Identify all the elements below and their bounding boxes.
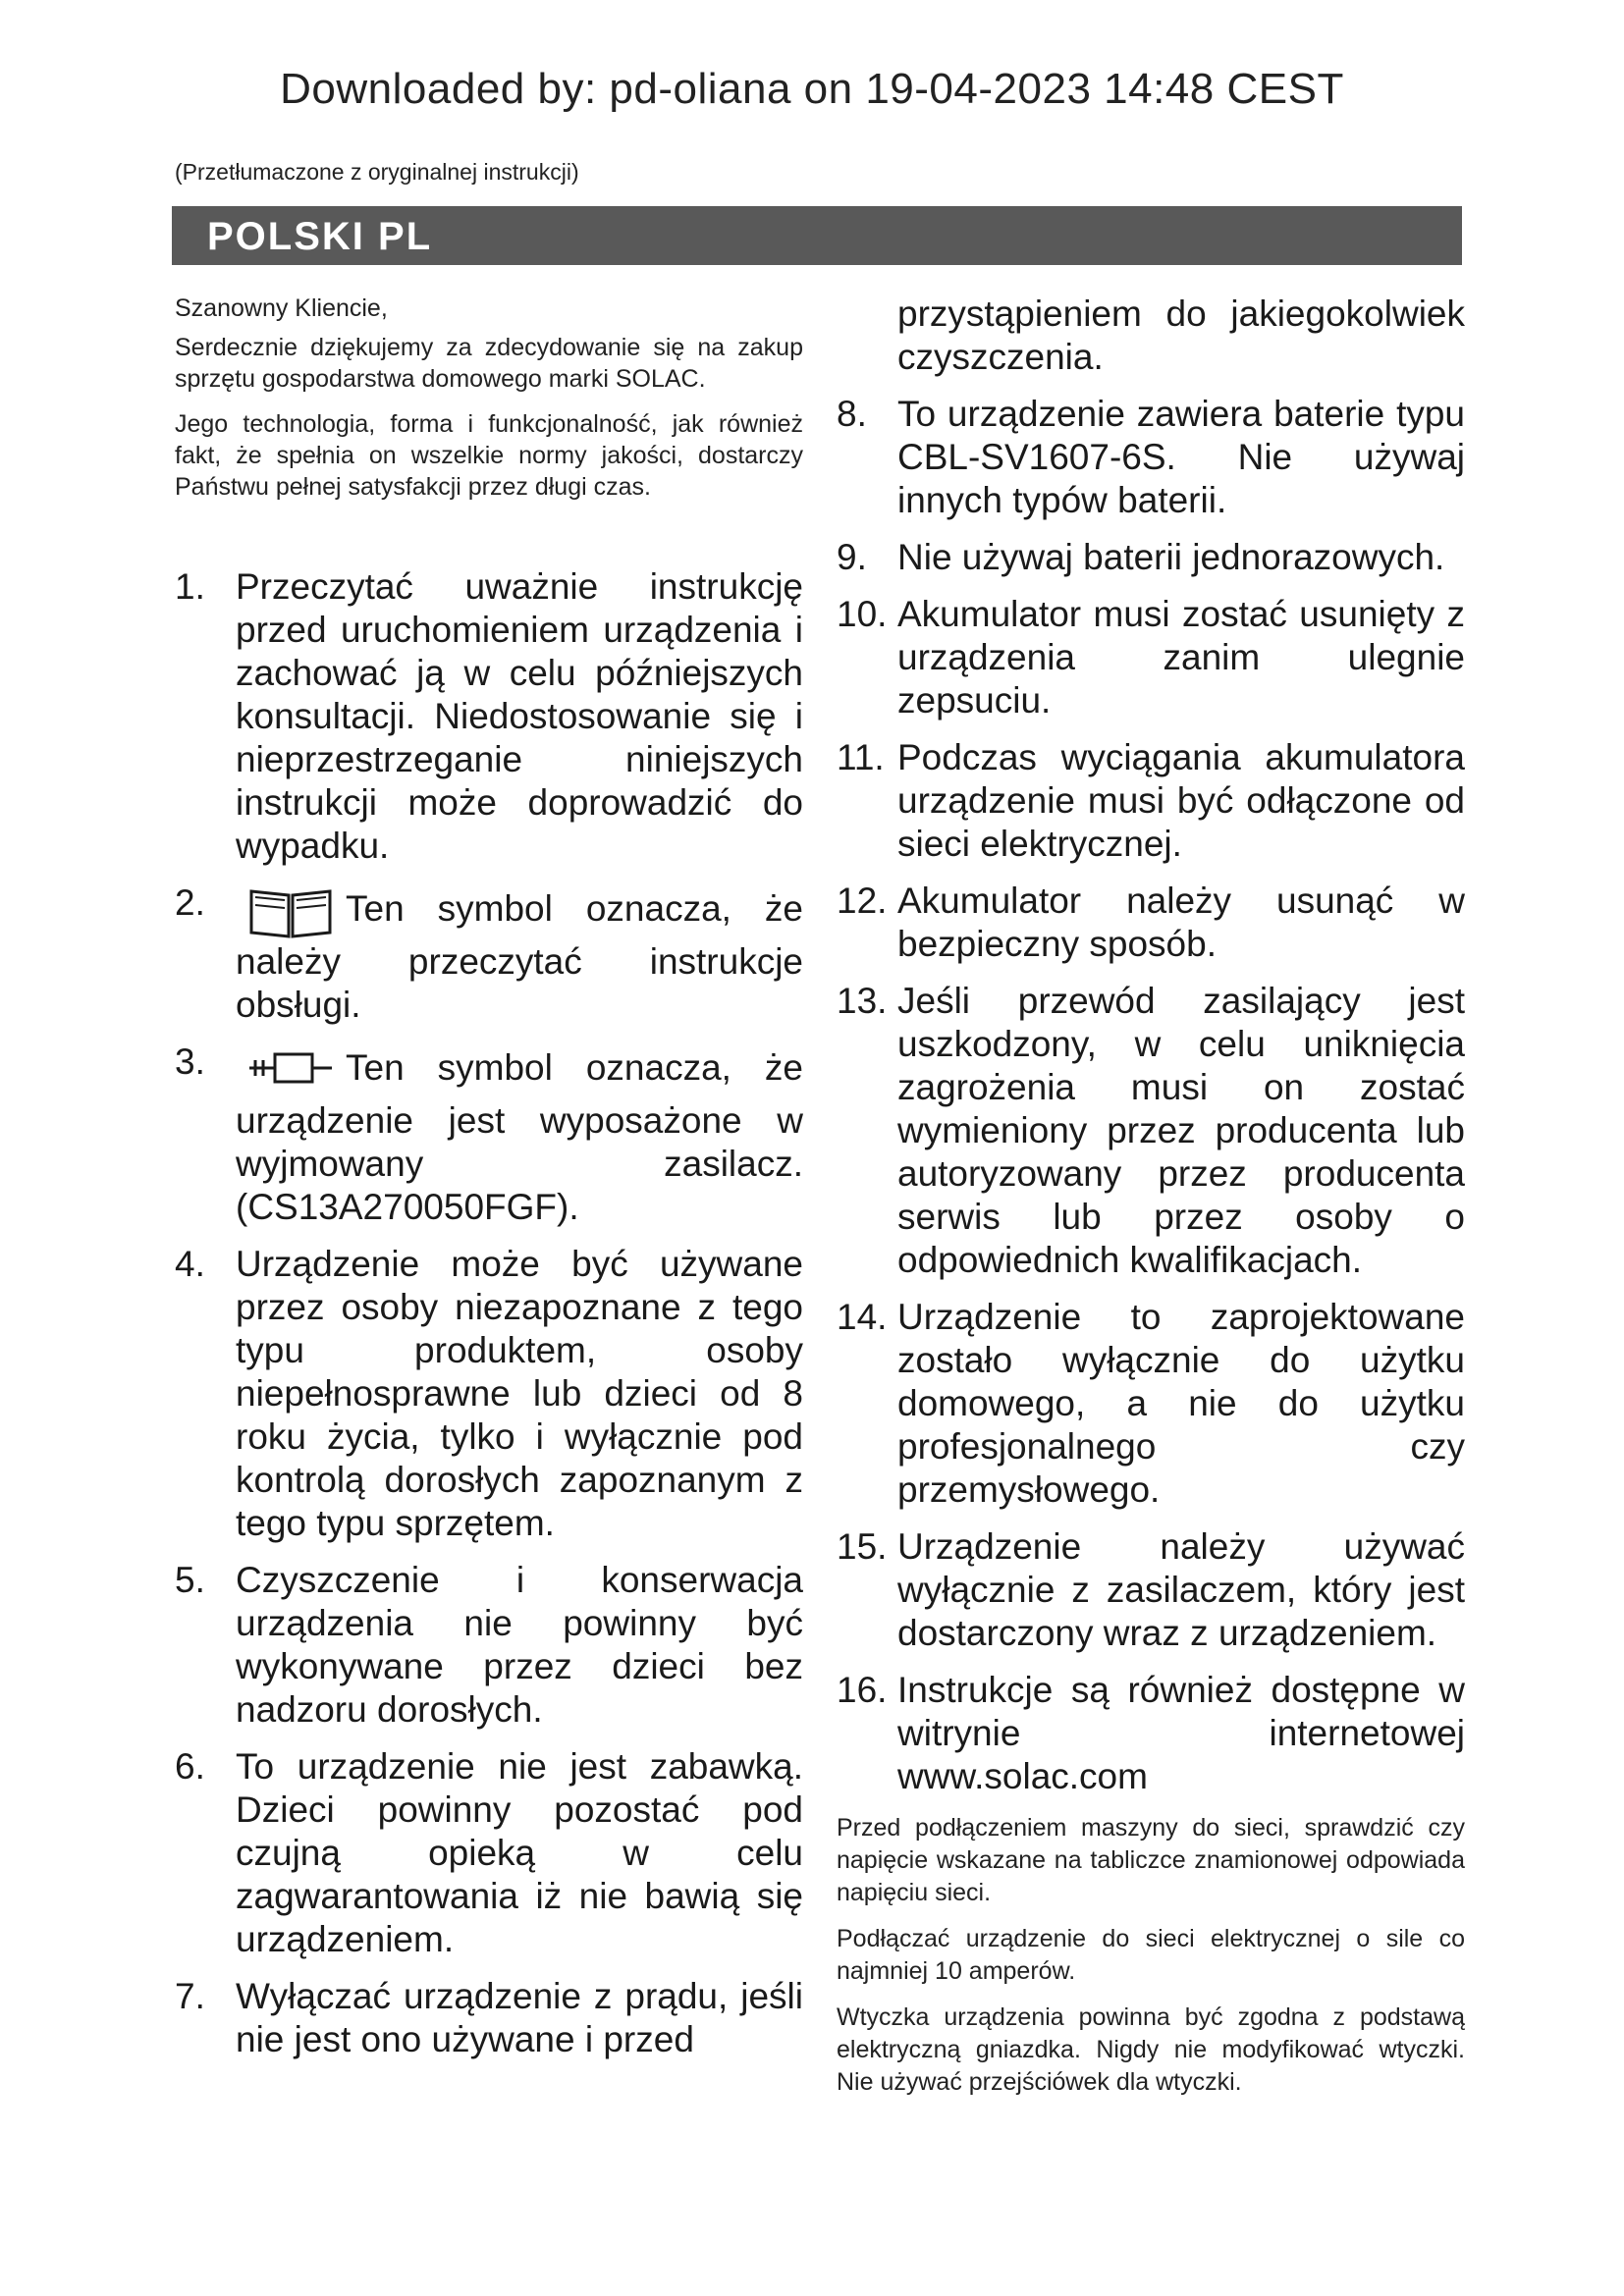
quality-paragraph: Jego technologia, forma i funkcjonalność, jak również fakt, że spełnia on wszelkie normy jakości, dostarczy Państwu pełnej satysfakcji przez długi czas. <box>175 410 803 501</box>
item-number: 6. <box>175 1746 205 1787</box>
item-text: Instrukcje są również dostępne w witrynie internetowej www.solac.com <box>897 1670 1465 1796</box>
item-number: 9. <box>837 537 867 577</box>
power-adapter-icon <box>242 1041 340 1099</box>
item-text: Przeczytać uważnie instrukcję przed uruchomieniem urządzenia i zachować ją w celu późniejszych konsultacji. Niedostosowanie się i nieprzestrzeganie niniejszych instrukcji może doprowadzić do wypadku. <box>236 566 803 866</box>
left-column <box>175 293 803 2075</box>
item-number: 12. <box>837 881 888 921</box>
item-text: Podczas wyciągania akumulatora urządzenie musi być odłączone od sieci elektrycznej. <box>897 737 1465 864</box>
item-number: 7. <box>175 1976 205 2016</box>
list-item <box>175 1975 803 2061</box>
item-text: Urządzenie może być używane przez osoby niezapoznane z tego typu produktem, osoby niepełnosprawne lub dzieci od 8 roku życia, tylko i wyłącznie pod kontrolą dorosłych zapoznanym z tego typu sprzętem. <box>236 1244 803 1543</box>
item-text: Nie używaj baterii jednorazowych. <box>897 537 1445 577</box>
safety-list-right <box>837 293 1465 1798</box>
item-number: 1. <box>175 566 205 607</box>
item-number: 16. <box>837 1670 888 1710</box>
list-item <box>837 1296 1465 1512</box>
list-item <box>837 1669 1465 1798</box>
list-item <box>837 593 1465 722</box>
item-number: 5. <box>175 1560 205 1600</box>
item-text: Akumulator musi zostać usunięty z urządzenia zanim ulegnie zepsuciu. <box>897 594 1465 721</box>
list-item <box>837 980 1465 1282</box>
list-item <box>175 565 803 868</box>
ampere-note: Podłączać urządzenie do sieci elektrycznej o sile co najmniej 10 amperów. <box>837 1925 1465 1985</box>
download-watermark: Downloaded by: pd-oliana on 19-04-2023 14:48 CEST <box>280 65 1344 113</box>
list-item <box>837 880 1465 966</box>
item-number: 8. <box>837 394 867 434</box>
item-number: 14. <box>837 1297 888 1337</box>
item-number: 15. <box>837 1526 888 1567</box>
list-item <box>175 1559 803 1732</box>
greeting: Szanowny Kliencie, <box>175 294 388 322</box>
list-item <box>175 881 803 1027</box>
item-text: Urządzenie należy używać wyłącznie z zasilaczem, który jest dostarczony wraz z urządzeniem. <box>897 1526 1465 1653</box>
item-text <box>236 1041 803 1229</box>
list-item <box>175 1745 803 1961</box>
list-item <box>837 536 1465 579</box>
item-text <box>236 881 803 1027</box>
list-item <box>837 1525 1465 1655</box>
item-continuation: przystąpieniem do jakiegokolwiek czyszczenia. <box>897 294 1465 377</box>
item-text: To urządzenie nie jest zabawką. Dzieci powinny pozostać pod czujną opieką w celu zagwarantowania iż nie bawią się urządzeniem. <box>236 1746 803 1959</box>
item-number: 3. <box>175 1041 205 1082</box>
item-number: 2. <box>175 882 205 923</box>
item-text: Akumulator należy usunąć w bezpieczny sposób. <box>897 881 1465 964</box>
item-number: 10. <box>837 594 888 634</box>
list-item <box>175 1243 803 1545</box>
item-text-content: Ten symbol oznacza, że należy przeczytać instrukcje obsługi. <box>236 887 803 1025</box>
item-text: Czyszczenie i konserwacja urządzenia nie powinny być wykonywane przez dzieci bez nadzoru dorosłych. <box>236 1560 803 1730</box>
item-number: 13. <box>837 981 888 1021</box>
thanks-paragraph: Serdecznie dziękujemy za zdecydowanie się na zakup sprzętu gospodarstwa domowego marki SOLAC. <box>175 334 803 393</box>
item-text: Urządzenie to zaprojektowane zostało wyłącznie do użytku domowego, a nie do użytku profesjonalnego czy przemysłowego. <box>897 1297 1465 1510</box>
translation-note: (Przetłumaczone z oryginalnej instrukcji) <box>175 159 579 185</box>
item-text: Jeśli przewód zasilający jest uszkodzony, w celu uniknięcia zagrożenia musi on zostać wymieniony przez producenta lub autoryzowany przez producenta serwis lub przez osoby o odpowiednich kwalifikacjach. <box>897 981 1465 1280</box>
voltage-note: Przed podłączeniem maszyny do sieci, sprawdzić czy napięcie wskazane na tabliczce znamionowej odpowiada napięciu sieci. <box>837 1814 1465 1906</box>
item-text: To urządzenie zawiera baterie typu CBL-SV1607-6S. Nie używaj innych typów baterii. <box>897 394 1465 520</box>
list-item <box>837 393 1465 522</box>
language-section-header: POLSKI PL <box>172 206 1462 265</box>
right-column <box>837 293 1465 2112</box>
list-item <box>837 736 1465 866</box>
list-item <box>175 1041 803 1229</box>
item-text: Wyłączać urządzenie z prądu, jeśli nie jest ono używane i przed <box>236 1976 803 2059</box>
safety-list-left <box>175 565 803 2061</box>
item-text-content: Ten symbol oznacza, że urządzenie jest wyposażone w wyjmowany zasilacz. (CS13A270050FGF). <box>236 1046 803 1227</box>
plug-note: Wtyczka urządzenia powinna być zgodna z podstawą elektryczną gniazdka. Nigdy nie modyfikować wtyczki. Nie używać przejściówek dla wtyczki. <box>837 2003 1465 2096</box>
item-number: 4. <box>175 1244 205 1284</box>
intro-text <box>175 293 803 503</box>
item-number: 11. <box>837 737 885 777</box>
book-icon <box>242 881 340 940</box>
electrical-notes <box>837 1812 1465 2099</box>
